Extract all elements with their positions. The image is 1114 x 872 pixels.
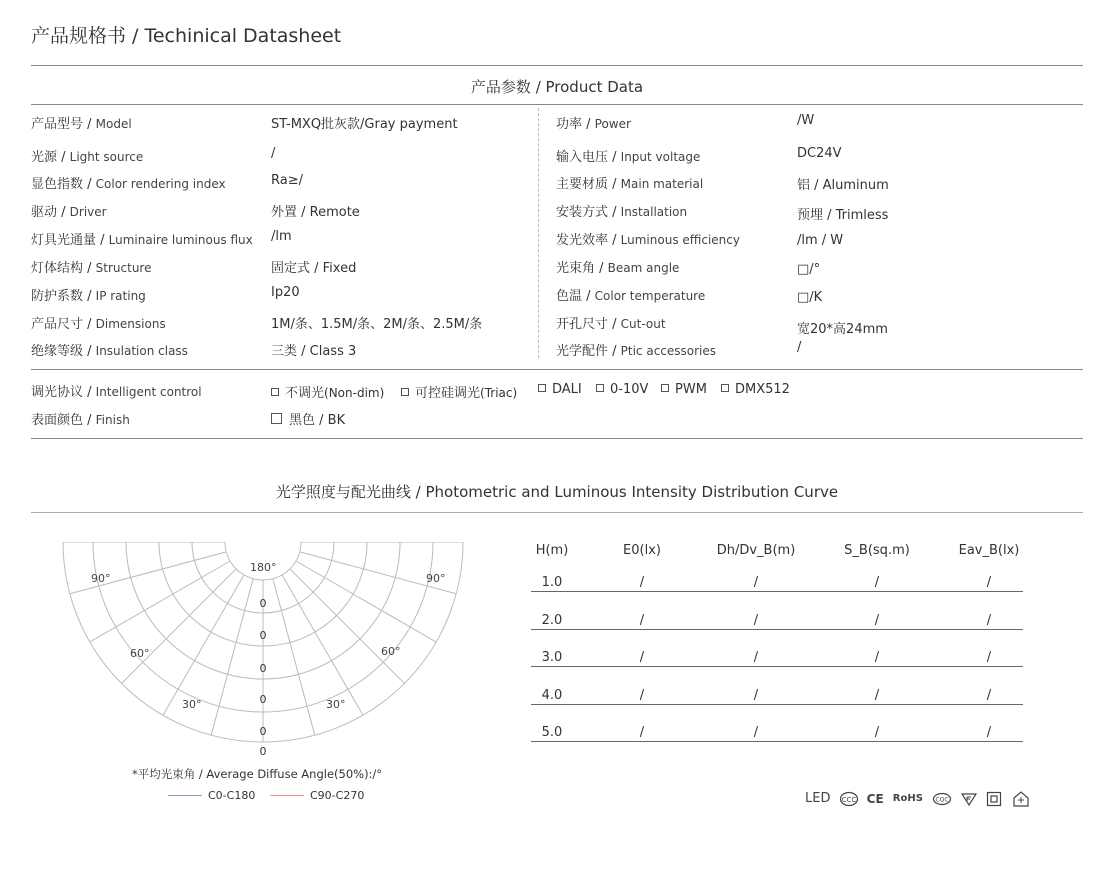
document-title: 产品规格书 / Techinical Datasheet: [31, 25, 342, 47]
checkbox-icon: [538, 384, 546, 392]
rohs-mark: RoHS: [892, 793, 923, 804]
table-cell-height: 3.0: [541, 650, 563, 665]
table-cell: /: [639, 687, 645, 703]
spec-value: □/K: [797, 290, 823, 305]
spec-value: /W: [797, 113, 815, 128]
spec-value: 铝 / Aluminum: [797, 178, 889, 193]
spec-value: 三类 / Class 3: [271, 344, 357, 359]
table-cell: /: [986, 650, 992, 665]
table-cell: /: [753, 687, 759, 703]
class-ii-icon: [986, 791, 1002, 807]
angle-label-left-30: 30°: [182, 698, 202, 711]
divider: [31, 65, 1083, 66]
spec-value: /: [797, 340, 802, 355]
svg-text:CQC: CQC: [935, 796, 949, 803]
table-row-divider: [531, 741, 1023, 742]
table-row-divider: [531, 666, 1023, 667]
spec-value: 固定式 / Fixed: [271, 261, 357, 276]
table-header-dh-dv: Dh/Dv_B(m): [716, 543, 796, 558]
ring-value-label: 0: [259, 597, 267, 610]
polar-intensity-diagram: [60, 530, 480, 762]
spec-label: 绝缘等级 / Insulation class: [31, 344, 188, 359]
table-cell: /: [874, 575, 880, 590]
divider: [31, 512, 1083, 513]
table-cell: /: [753, 575, 759, 590]
table-cell: /: [639, 575, 645, 590]
legend-c0-label: C0-C180: [208, 789, 256, 802]
divider: [31, 104, 1083, 105]
table-header-s: S_B(sq.m): [844, 543, 910, 558]
spec-value: □/°: [797, 262, 821, 277]
polar-radial-line: [290, 569, 405, 684]
table-cell: /: [986, 612, 992, 628]
control-option-triac: 可控硅调光(Triac): [401, 382, 517, 401]
table-cell: /: [874, 687, 880, 703]
table-cell-height: 5.0: [541, 725, 563, 740]
spec-value: /lm / W: [797, 233, 844, 248]
polar-radial-line: [296, 561, 436, 642]
ring-value-label: 0: [259, 662, 267, 675]
table-cell-height: 1.0: [541, 575, 563, 590]
table-cell: /: [753, 612, 759, 628]
angle-label-right-60: 60°: [381, 645, 401, 658]
spec-label: 光源 / Light source: [31, 150, 144, 165]
checkbox-icon: [721, 384, 729, 392]
legend-c90-line: [270, 795, 304, 796]
table-cell: /: [986, 575, 992, 590]
control-option-0-10v: 0-10V: [596, 382, 648, 397]
checkbox-icon: [596, 384, 604, 392]
control-option-pwm: PWM: [661, 382, 707, 397]
table-cell: /: [753, 650, 759, 665]
spec-value: Ip20: [271, 285, 300, 300]
spec-label: 功率 / Power: [556, 117, 631, 132]
table-cell: /: [874, 725, 880, 740]
table-cell-height: 4.0: [541, 687, 563, 703]
control-label: 调光协议 / Intelligent control: [31, 385, 202, 400]
angle-label-right-90: 90°: [426, 572, 446, 585]
table-cell: /: [639, 612, 645, 628]
table-header-eav: Eav_B(lx): [958, 543, 1020, 558]
spec-label: 驱动 / Driver: [31, 205, 107, 220]
table-cell: /: [639, 650, 645, 665]
triangle-f-icon: [961, 792, 977, 806]
table-cell: /: [753, 725, 759, 740]
spec-value: 1M/条、1.5M/条、2M/条、2.5M/条: [271, 317, 483, 332]
product-data-title: 产品参数 / Product Data: [470, 78, 644, 96]
polar-radial-line: [163, 575, 244, 715]
cqc-icon: [932, 792, 952, 806]
table-cell: /: [874, 612, 880, 628]
checkbox-icon: [271, 388, 279, 396]
spec-label: 光学配件 / Ptic accessories: [556, 344, 717, 359]
polar-radial-line: [90, 561, 230, 642]
spec-label: 灯具光通量 / Luminaire luminous flux: [31, 233, 253, 248]
table-row-divider: [531, 591, 1023, 592]
control-option-nondim: 不调光(Non-dim): [271, 382, 384, 401]
ce-mark: CE: [866, 791, 884, 806]
spec-value: 外置 / Remote: [271, 205, 360, 220]
divider: [31, 438, 1083, 439]
checkbox-icon: [271, 413, 282, 424]
ring-value-label: 0: [259, 745, 267, 758]
spec-value: 预埋 / Trimless: [797, 208, 889, 223]
table-cell: /: [986, 725, 992, 740]
angle-label-left-60: 60°: [130, 647, 150, 660]
table-cell: /: [639, 725, 645, 740]
angle-label-right-30: 30°: [326, 698, 346, 711]
polar-radial-line: [122, 569, 237, 684]
column-divider: [538, 108, 539, 358]
spec-value: 宽20*高24mm: [797, 322, 888, 337]
spec-label: 输入电压 / Input voltage: [556, 150, 701, 165]
control-option-dali: DALI: [538, 382, 582, 397]
spec-label: 发光效率 / Luminous efficiency: [556, 233, 740, 248]
spec-label: 灯体结构 / Structure: [31, 261, 152, 276]
spec-value: /lm: [271, 229, 292, 244]
spec-value: ST-MXQ批灰款/Gray payment: [271, 117, 458, 132]
divider: [31, 369, 1083, 370]
svg-text:CCC: CCC: [841, 795, 856, 804]
ring-value-label: 0: [259, 629, 267, 642]
spec-label: 防护系数 / IP rating: [31, 289, 146, 304]
spec-value: DC24V: [797, 146, 842, 161]
control-option-dmx512: DMX512: [721, 382, 790, 397]
spec-label: 主要材质 / Main material: [556, 177, 704, 192]
table-row-divider: [531, 629, 1023, 630]
table-row-divider: [531, 704, 1023, 705]
finish-label: 表面颜色 / Finish: [31, 413, 130, 428]
ccc-icon: [839, 791, 859, 807]
table-cell-height: 2.0: [541, 612, 563, 628]
spec-value: Ra≥/: [271, 173, 303, 188]
table-cell: /: [986, 687, 992, 703]
ring-value-label: 0: [259, 725, 267, 738]
spec-value: /: [271, 146, 276, 161]
polar-radial-line: [282, 575, 363, 715]
angle-label-180: 180°: [250, 561, 277, 574]
table-header-h: H(m): [535, 543, 569, 558]
table-header-e0: E0(lx): [623, 543, 661, 558]
checkbox-icon: [401, 388, 409, 396]
average-diffuse-angle-note: *平均光束角 / Average Diffuse Angle(50%):/°: [132, 767, 383, 781]
spec-label: 开孔尺寸 / Cut-out: [556, 317, 666, 332]
spec-label: 产品尺寸 / Dimensions: [31, 317, 166, 332]
ring-value-label: 0: [259, 693, 267, 706]
legend-c90-label: C90-C270: [310, 789, 365, 802]
checkbox-icon: [661, 384, 669, 392]
legend-c0-line: [168, 795, 202, 796]
spec-label: 安装方式 / Installation: [556, 205, 688, 220]
indoor-use-icon: [1011, 790, 1031, 808]
finish-value: 黑色 / BK: [271, 409, 345, 428]
angle-label-left-90: 90°: [91, 572, 111, 585]
spec-label: 显色指数 / Color rendering index: [31, 177, 226, 192]
spec-label: 产品型号 / Model: [31, 117, 132, 132]
certification-marks: [805, 788, 1031, 810]
spec-label: 光束角 / Beam angle: [556, 261, 680, 276]
led-mark: LED: [805, 791, 831, 806]
photometric-title: 光学照度与配光曲线 / Photometric and Luminous Intensity Distribution Curve: [275, 483, 839, 501]
spec-label: 色温 / Color temperature: [556, 289, 706, 304]
table-cell: /: [874, 650, 880, 665]
